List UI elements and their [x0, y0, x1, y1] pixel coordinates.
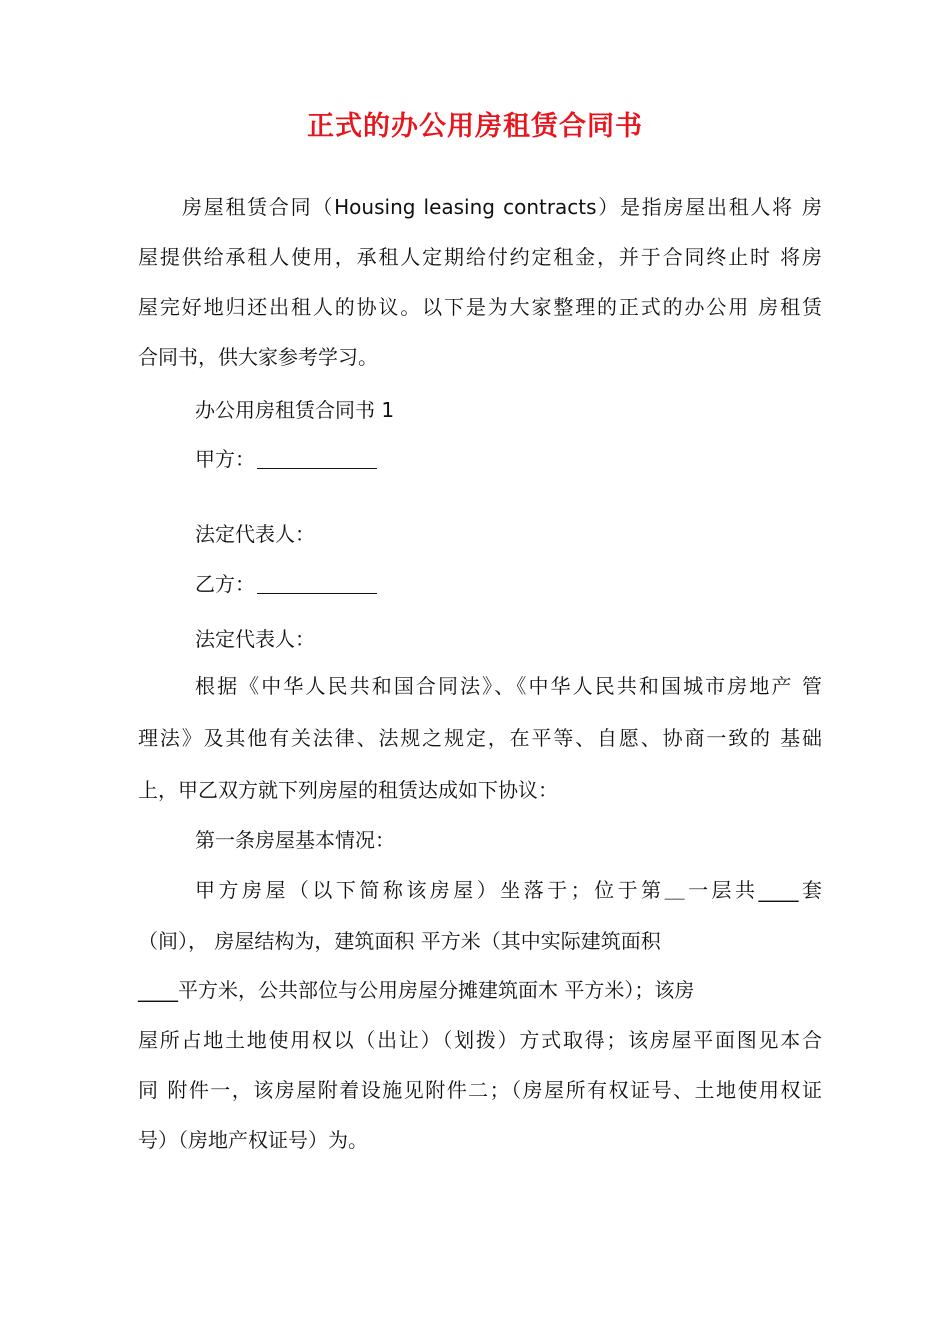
party-b-blank-field: [257, 573, 377, 594]
article-1-line: ____平方米，公共部位与公用房屋分摊建筑面木 平方米）；该房: [138, 978, 695, 1002]
party-a-label: 甲方：: [195, 447, 255, 471]
intro-line: 屋提供给承租人使用，承租人定期给付约定租金，并于合同终止时 将房: [138, 245, 822, 269]
article-1-line: 同 附件一，该房屋附着设施见附件二；（房屋所有权证号、土地使用权证: [138, 1078, 822, 1102]
section-heading: 办公用房租赁合同书 1: [195, 398, 395, 422]
article-1-heading: 第一条房屋基本情况：: [195, 828, 395, 852]
legal-representative-b: 法定代表人：: [195, 627, 315, 651]
article-1-line: 号）（房地产权证号）为。: [138, 1128, 368, 1152]
document-title: 正式的办公用房租赁合同书: [307, 111, 643, 142]
basis-line: 上，甲乙双方就下列房屋的租赁达成如下协议：: [138, 778, 558, 802]
party-b-label: 乙方：: [195, 572, 255, 596]
legal-representative-a: 法定代表人：: [195, 522, 315, 546]
basis-line: 根据《中华人民共和国合同法》、《中华人民共和国城市房地产 管: [195, 674, 822, 698]
intro-line: 房屋租赁合同（Housing leasing contracts）是指房屋出租人将 房: [182, 195, 822, 219]
article-1-line: 屋所占地土地使用权以（出让）（划拨）方式取得；该房屋平面图见本合: [138, 1028, 822, 1052]
party-a-blank-field: [257, 448, 377, 469]
party-a-row: [195, 446, 377, 472]
article-1-line: 甲方房屋（以下简称该房屋）坐落于；位于第＿一层共____套: [195, 878, 822, 902]
intro-line: 屋完好地归还出租人的协议。以下是为大家整理的正式的办公用 房租赁: [138, 295, 822, 319]
article-1-line: （间）， 房屋结构为，建筑面积 平方米（其中实际建筑面积: [138, 929, 661, 953]
intro-line: 合同书，供大家参考学习。: [138, 345, 378, 369]
party-b-row: [195, 571, 377, 597]
basis-line: 理法》及其他有关法律、法规之规定，在平等、自愿、协商一致的 基础: [138, 726, 822, 750]
